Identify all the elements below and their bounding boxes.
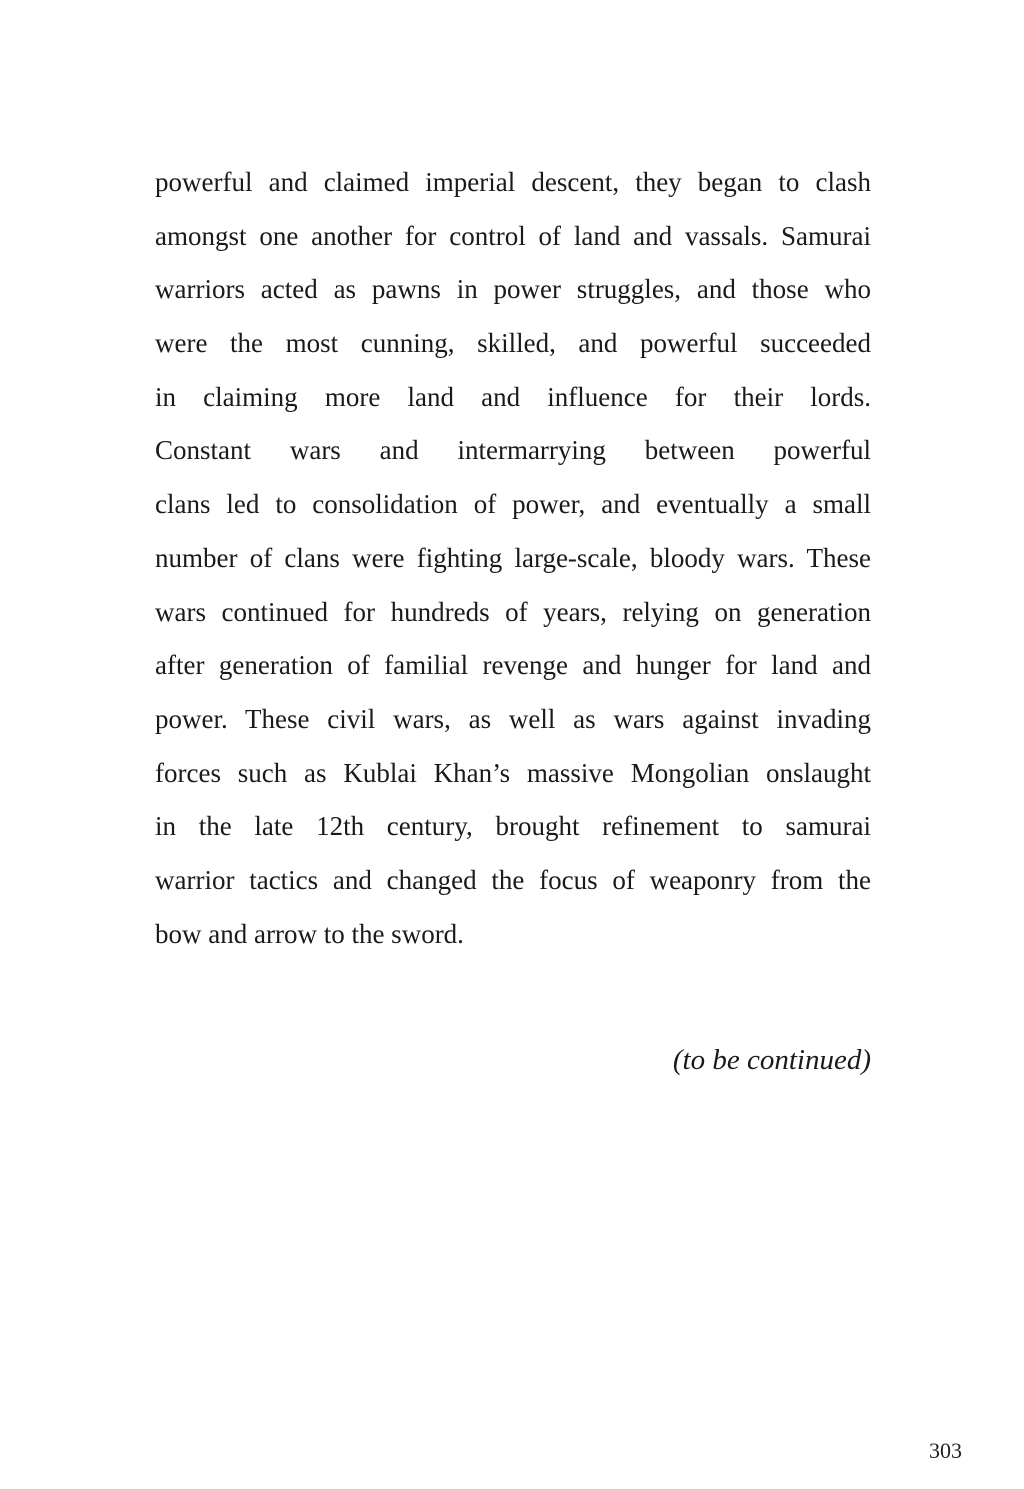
body-paragraph bbox=[155, 156, 871, 961]
text-line: clans led to consolidation of power, and eventually a small bbox=[155, 489, 871, 520]
text-line: wars continued for hundreds of years, relying on generation bbox=[155, 596, 871, 627]
text-line: in the late 12th century, brought refinement to samurai bbox=[155, 811, 871, 842]
continued-note: (to be continued) bbox=[672, 1044, 871, 1076]
text-line: number of clans were fighting large-scale, bloody wars. These bbox=[155, 542, 871, 573]
text-line: after generation of familial revenge and hunger for land and bbox=[155, 650, 871, 681]
text-line: were the most cunning, skilled, and powerful succeeded bbox=[155, 328, 871, 359]
text-line: Constant wars and intermarrying between powerful bbox=[155, 435, 871, 466]
text-line: power. These civil wars, as well as wars against invading bbox=[155, 703, 871, 734]
text-line: powerful and claimed imperial descent, they began to clash bbox=[155, 167, 871, 197]
text-line: warriors acted as pawns in power struggles, and those who bbox=[155, 274, 871, 305]
page-number: 303 bbox=[929, 1438, 962, 1463]
text-line: bow and arrow to the sword. bbox=[155, 918, 464, 949]
text-line: in claiming more land and influence for their lords. bbox=[155, 381, 871, 412]
text-line: forces such as Kublai Khan’s massive Mongolian onslaught bbox=[155, 757, 871, 788]
text-line: amongst one another for control of land and vassals. Samurai bbox=[155, 220, 871, 251]
text-line: warrior tactics and changed the focus of weaponry from the bbox=[155, 864, 871, 895]
